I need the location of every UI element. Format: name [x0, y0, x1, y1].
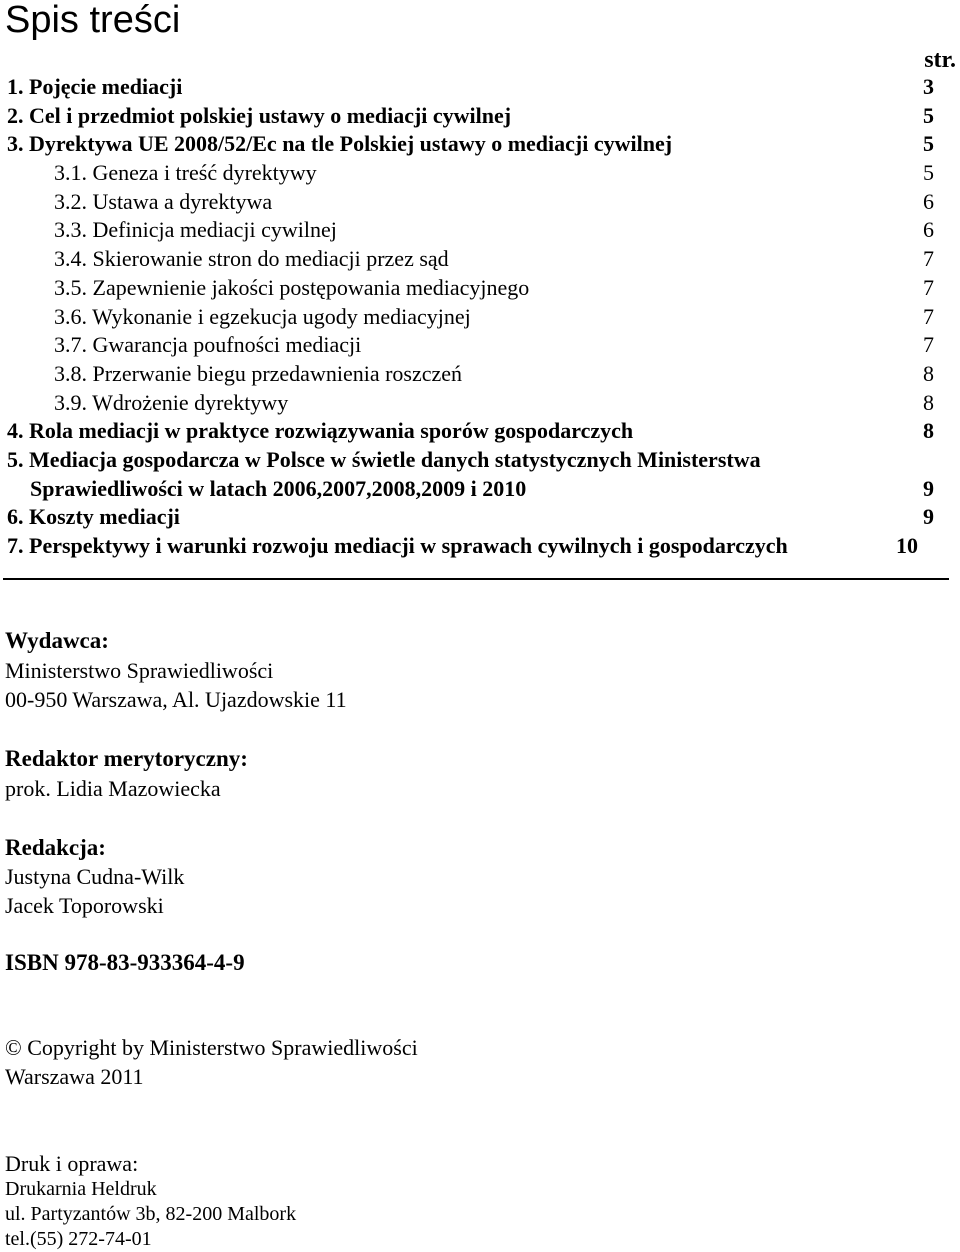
- toc-entry-title: 3. Dyrektywa UE 2008/52/Ec na tle Polskiej ustawy o mediacji cywilnej: [7, 131, 673, 157]
- toc-entry-page-number: 8: [923, 360, 934, 386]
- editing-name: Justyna Cudna-Wilk: [5, 864, 185, 889]
- print-heading: Druk i oprawa:: [5, 1151, 139, 1176]
- toc-page-column-label: str.: [924, 47, 956, 73]
- toc-entry-title: 3.5. Zapewnienie jakości postępowania mediacyjnego: [54, 274, 530, 300]
- toc-entry: [0, 389, 960, 418]
- table-of-contents: [0, 73, 960, 561]
- toc-entry-page-number: 10: [896, 533, 918, 558]
- toc-entry: [0, 303, 960, 332]
- isbn: ISBN 978-83-933364-4-9: [5, 950, 245, 975]
- printer-name: Drukarnia Heldruk: [5, 1178, 157, 1200]
- toc-entry-page-number: 6: [923, 188, 934, 214]
- printer-address: ul. Partyzantów 3b, 82-200 Malbork: [5, 1203, 297, 1225]
- toc-entry: [0, 360, 960, 389]
- toc-entry-title: 2. Cel i przedmiot polskiej ustawy o mediacji cywilnej: [7, 102, 512, 128]
- toc-entry-page-number: 9: [923, 504, 934, 530]
- toc-entry-page-number: 9: [923, 475, 934, 501]
- toc-entry: [0, 331, 960, 360]
- toc-entry-title: 3.6. Wykonanie i egzekucja ugody mediacyjnej: [54, 303, 471, 329]
- toc-entry-page-number: 7: [923, 274, 934, 300]
- toc-entry-page-number: 7: [923, 332, 934, 358]
- toc-entry-page-number: 5: [923, 102, 934, 128]
- toc-entry: [0, 130, 960, 159]
- toc-entry-title: 3.2. Ustawa a dyrektywa: [54, 188, 273, 214]
- toc-entry: [0, 73, 960, 102]
- toc-entry-title: 3.7. Gwarancja poufności mediacji: [54, 332, 362, 358]
- toc-entry-page-number: 3: [923, 74, 934, 99]
- toc-entry-title: 5. Mediacja gospodarcza w Polsce w świetle danych statystycznych Ministerstwa: [7, 446, 761, 472]
- page-title: Spis treści: [5, 0, 181, 41]
- toc-entry: [0, 503, 960, 532]
- toc-entry-page-number: 8: [923, 389, 934, 415]
- publisher-address: 00-950 Warszawa, Al. Ujazdowskie 11: [5, 687, 347, 712]
- toc-entry-page-number: 5: [923, 131, 934, 157]
- toc-entry-page-number: 7: [923, 303, 934, 329]
- editor-heading: Redaktor merytoryczny:: [5, 746, 248, 771]
- toc-entry-page-number: 8: [923, 418, 934, 444]
- toc-entry: [0, 446, 960, 475]
- toc-entry-title: 3.8. Przerwanie biegu przedawnienia roszczeń: [54, 360, 463, 386]
- copyright-notice: © Copyright by Ministerstwo Sprawiedliwości: [5, 1035, 418, 1060]
- toc-entry-title: 3.1. Geneza i treść dyrektywy: [54, 160, 317, 186]
- toc-entry-title: Sprawiedliwości w latach 2006,2007,2008,2009 i 2010: [30, 475, 527, 501]
- toc-entry: [0, 245, 960, 274]
- toc-entry-title: 3.3. Definicja mediacji cywilnej: [54, 217, 337, 243]
- editing-heading: Redakcja:: [5, 835, 106, 860]
- toc-entry-page-number: 6: [923, 217, 934, 243]
- toc-entry-page-number: 7: [923, 246, 934, 272]
- toc-entry-title: 7. Perspektywy i warunki rozwoju mediacji w sprawach cywilnych i gospodarczych: [7, 533, 788, 558]
- publisher-heading: Wydawca:: [5, 628, 109, 653]
- toc-entry: [0, 274, 960, 303]
- toc-entry: [0, 159, 960, 188]
- toc-entry-title: 3.9. Wdrożenie dyrektywy: [54, 389, 289, 415]
- toc-entry-page-number: 5: [923, 160, 934, 186]
- toc-entry-title: 3.4. Skierowanie stron do mediacji przez sąd: [54, 246, 449, 272]
- toc-entry: [0, 102, 960, 131]
- toc-entry: [0, 216, 960, 245]
- printer-phone: tel.(55) 272-74-01: [5, 1228, 152, 1250]
- toc-entry: [0, 532, 960, 561]
- toc-entry-title: 6. Koszty mediacji: [7, 504, 180, 530]
- toc-entry: [0, 188, 960, 217]
- toc-entry-title: 1. Pojęcie mediacji: [7, 74, 183, 99]
- editor-name: prok. Lidia Mazowiecka: [5, 776, 221, 801]
- copyright-place-year: Warszawa 2011: [5, 1064, 144, 1089]
- publisher-name: Ministerstwo Sprawiedliwości: [5, 658, 274, 683]
- section-divider: [3, 578, 949, 580]
- toc-entry: [0, 417, 960, 446]
- editing-name: Jacek Toporowski: [5, 893, 164, 918]
- toc-entry: [0, 475, 960, 504]
- toc-entry-title: 4. Rola mediacji w praktyce rozwiązywania sporów gospodarczych: [7, 418, 634, 444]
